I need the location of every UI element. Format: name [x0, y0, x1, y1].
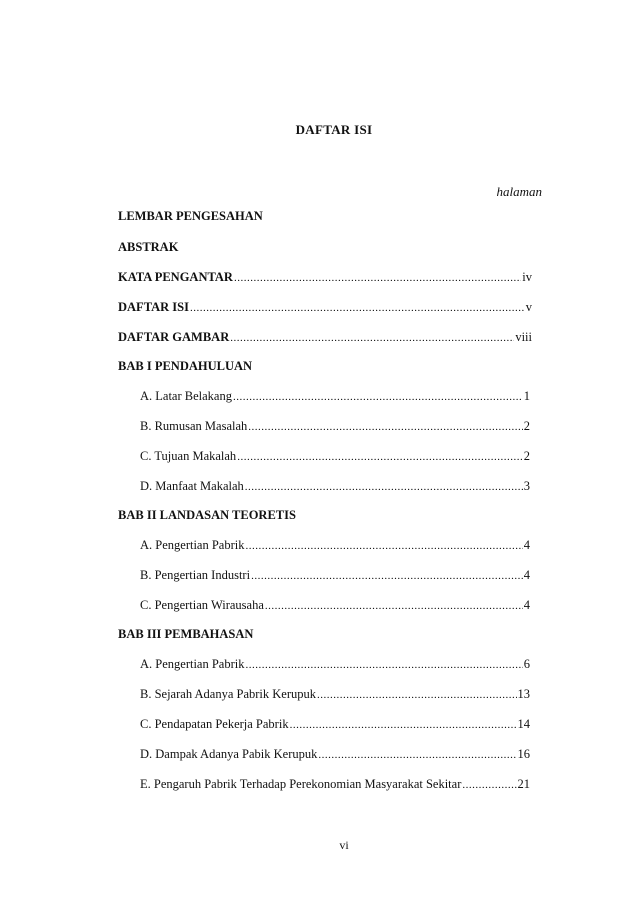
toc-leader-dots: [190, 302, 525, 314]
toc-entry-page: 21: [517, 777, 530, 791]
toc-entry-dampak-pabrik: [140, 747, 530, 762]
toc-entry-label: C. Pengertian Wirausaha: [140, 598, 264, 612]
toc-entry-label: B. Pengertian Industri: [140, 568, 251, 582]
toc-entry-pengertian-industri: [140, 568, 530, 583]
toc-leader-dots: [251, 570, 523, 582]
toc-entry-label: B. Rumusan Masalah: [140, 419, 248, 433]
toc-entry-page: 13: [517, 687, 530, 701]
toc-entry-page: v: [525, 300, 532, 314]
toc-entry-label: KATA PENGANTAR: [118, 270, 233, 284]
toc-leader-dots: [462, 779, 516, 791]
toc-entry-label: E. Pengaruh Pabrik Terhadap Perekonomian Masyarakat Sekitar: [140, 777, 462, 791]
toc-leader-dots: [317, 689, 516, 701]
halaman-label: halaman: [496, 184, 542, 199]
toc-leader-dots: [246, 659, 523, 671]
chapter-heading-bab-3: BAB III PEMBAHASAN: [118, 627, 254, 641]
toc-leader-dots: [234, 272, 521, 284]
toc-leader-dots: [233, 391, 523, 403]
toc-entry-label: C. Tujuan Makalah: [140, 449, 237, 463]
toc-entry-pendapatan-pekerja: [140, 717, 530, 732]
toc-entry-label: A. Latar Belakang: [140, 389, 232, 403]
toc-leader-dots: [237, 451, 523, 463]
toc-entry-pengaruh-pabrik: [140, 777, 530, 792]
toc-entry-tujuan-makalah: [140, 449, 530, 464]
toc-entry-page: 14: [517, 717, 530, 731]
toc-entry-abstrak: ABSTRAK: [118, 240, 179, 254]
toc-entry-label: A. Pengertian Pabrik: [140, 657, 245, 671]
toc-entry-sejarah-pabrik: [140, 687, 530, 702]
toc-entry-page: 4: [523, 568, 530, 582]
toc-entry-daftar-isi: [118, 300, 532, 315]
toc-entry-label: DAFTAR ISI: [118, 300, 189, 314]
toc-leader-dots: [318, 749, 516, 761]
toc-entry-pengertian-wirausaha: [140, 598, 530, 613]
toc-entry-pengertian-pabrik: [140, 657, 530, 672]
toc-entry-daftar-gambar: [118, 330, 532, 345]
toc-entry-lembar-pengesahan: LEMBAR PENGESAHAN: [118, 209, 263, 223]
toc-entry-page: 4: [523, 538, 530, 552]
toc-entry-page: 1: [523, 389, 530, 403]
page-title: DAFTAR ISI: [295, 122, 373, 137]
chapter-heading-bab-1: BAB I PENDAHULUAN: [118, 359, 253, 373]
toc-entry-latar-belakang: [140, 389, 530, 404]
toc-entry-label: DAFTAR GAMBAR: [118, 330, 230, 344]
toc-entry-page: 4: [523, 598, 530, 612]
toc-entry-page: iv: [522, 270, 532, 284]
toc-entry-page: 6: [523, 657, 530, 671]
toc-entry-label: B. Sejarah Adanya Pabrik Kerupuk: [140, 687, 317, 701]
toc-entry-page: 16: [517, 747, 530, 761]
toc-leader-dots: [246, 540, 523, 552]
toc-leader-dots: [265, 600, 523, 612]
toc-entry-page: viii: [515, 330, 532, 344]
toc-entry-page: 2: [523, 449, 530, 463]
chapter-heading-bab-2: BAB II LANDASAN TEORETIS: [118, 508, 296, 522]
toc-entry-page: 3: [523, 479, 530, 493]
toc-leader-dots: [245, 481, 523, 493]
toc-entry-pengertian-pabrik: [140, 538, 530, 553]
toc-entry-page: 2: [523, 419, 530, 433]
toc-leader-dots: [230, 332, 514, 344]
toc-entry-manfaat-makalah: [140, 479, 530, 494]
toc-entry-label: C. Pendapatan Pekerja Pabrik: [140, 717, 289, 731]
toc-entry-rumusan-masalah: [140, 419, 530, 434]
toc-entry-kata-pengantar: [118, 270, 532, 285]
toc-entry-label: A. Pengertian Pabrik: [140, 538, 245, 552]
toc-entry-label: D. Manfaat Makalah: [140, 479, 244, 493]
toc-leader-dots: [248, 421, 522, 433]
toc-entry-label: D. Dampak Adanya Pabik Kerupuk: [140, 747, 318, 761]
toc-leader-dots: [290, 719, 517, 731]
page-number: vi: [339, 838, 349, 852]
